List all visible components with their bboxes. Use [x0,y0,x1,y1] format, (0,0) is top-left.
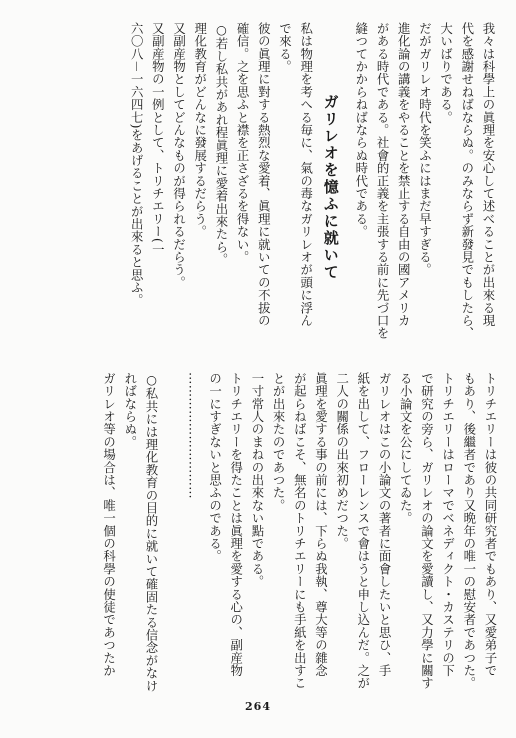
text-column: 確信。之を思ふと襟を正さざるを得ない。 [235,22,251,264]
text-column: の一にすぎないと思ふのである。 [207,372,223,563]
text-column: だがガリレオ時代を笑ふにはまだ早すぎる。 [417,22,433,276]
text-column: トリチエリーを得たことは眞理を愛する心の、副産物 [228,372,244,677]
dotted-separator: ………………………… [186,372,202,499]
text-column: が起らねばこそ、無名のトリチエリーにも手紙を出すこ [292,372,308,690]
upper-text-block [44,22,496,342]
text-column: ○私共には理化教育の目的に就いて確固たる信念がなけ [144,372,159,693]
text-column: 紙を出して、フローレンスで會はうと申し込んだ。之が [355,372,371,690]
text-column: ればならぬ。 [122,372,138,449]
text-column: る小論文を公にしてゐた。 [398,372,414,525]
text-column: トリチエリーは彼の共同研究者でもあり、又愛弟子で [483,372,498,677]
text-column: 代を感謝せねばならぬ。のみならず新發見でもしたら、 [459,22,475,340]
text-column: もあり、後繼者であり又晩年の唯一の慰安者であつた。 [461,372,477,690]
text-column: 眞理を愛する事の前には、下らぬ我執、尊大等の雜念 [313,372,329,677]
text-column: 二人の關係の出來初めだつた。 [334,372,350,550]
text-column: 又副産物としてどんなものが得られるだらう。 [171,22,187,289]
lower-text-block [40,372,498,693]
text-column: 彼の眞理に對する熱烈な愛着、眞理に就いての不拔の [256,22,272,327]
text-column: 我々は科學上の眞理を安心して述べることが出來る現 [481,22,496,327]
text-column: 私は物理を考へる毎に、氣の毒なガリレオが頭に浮ん [298,22,314,327]
text-column: 一寸常人のまねの出來ない點である。 [249,372,265,588]
text-column: で來る。 [277,22,293,73]
text-column: 大いばりである。 [438,22,454,124]
text-column: 縫つてかからねばならぬ時代である。 [353,22,369,238]
text-column: ガリレオはこの小論文の著者に面會したいと思ひ、手 [377,372,393,677]
text-column: トリチエリーはローマでベネディクト・カステリの下 [440,372,456,677]
text-column: がある時代である。社會的正義を主張する前に先づ口を [375,22,391,340]
text-column: ガリレオ等の場合は、唯一個の科學の使徒であつたか [101,372,117,677]
text-column: で研究の旁ら、ガリレオの論文を愛讀し、又力學に關す [419,372,435,690]
text-column: 又副産物の一例として、トリチエリー(一 [150,22,166,256]
text-column: ○若し私共があれ程眞理に愛着出來たら。 [213,22,229,266]
text-column: 理化教育がどんなに發展するだらう。 [192,22,208,238]
page-number: 264 [245,700,271,713]
text-column: 進化論の講義をやることを禁止する自由の國アメリカ [396,22,412,327]
text-column: 六〇八－一六四七)をあげることが出來ると思ふ。 [129,22,145,307]
section-heading: ガリレオを憶ふに就いて [321,94,340,281]
text-column: とが出來たのであつた。 [271,372,287,512]
